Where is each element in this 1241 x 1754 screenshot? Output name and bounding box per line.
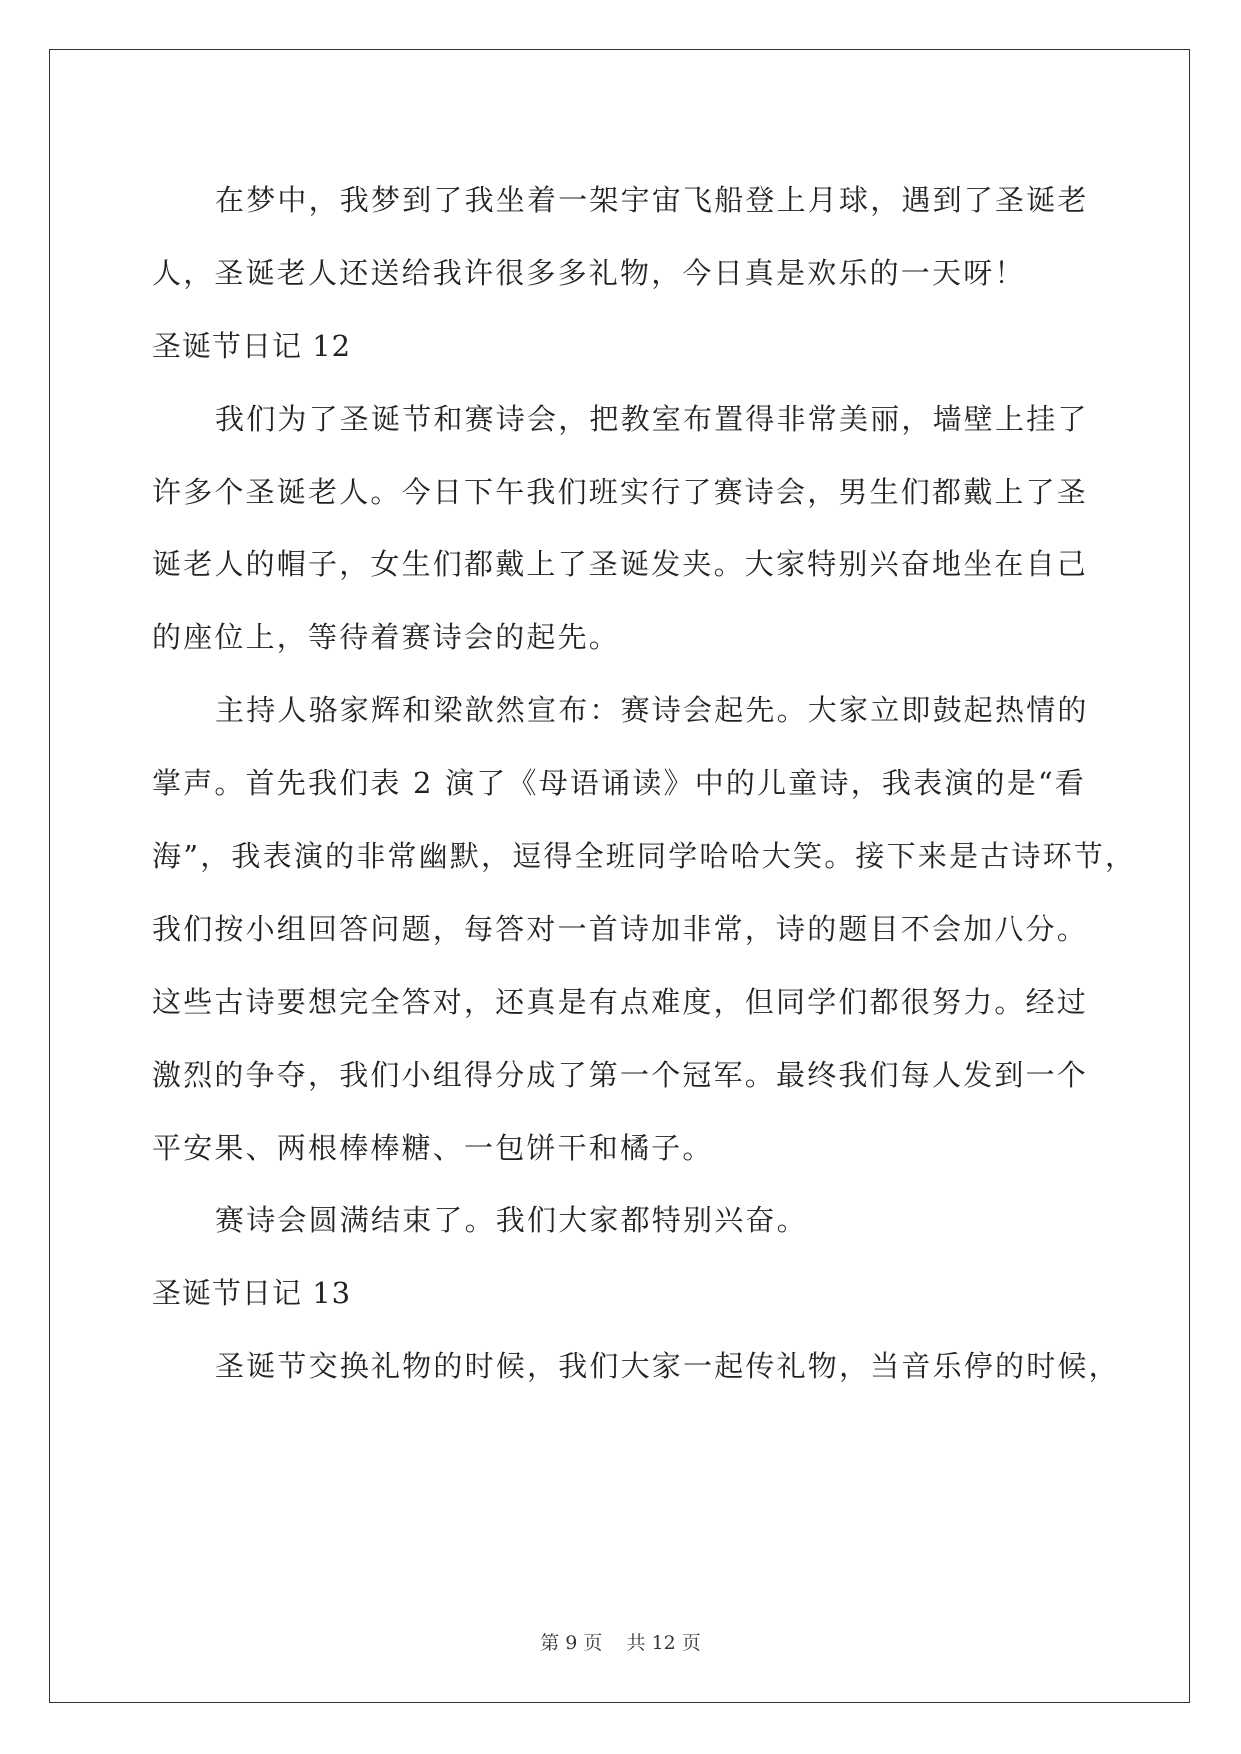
text-line: 激烈的争夺，我们小组得分成了第一个冠军。最终我们每人发到一个 [152, 1057, 1089, 1092]
text-line: 平安果、两根棒棒糖、一包饼干和橘子。 [152, 1130, 714, 1165]
text-line: 我们按小组回答问题，每答对一首诗加非常，诗的题目不会加八分。 [152, 911, 1089, 946]
text-line: 人，圣诞老人还送给我许很多多礼物，今日真是欢乐的一天呀！ [152, 255, 1026, 290]
text-line: 这些古诗要想完全答对，还真是有点难度，但同学们都很努力。经过 [152, 984, 1089, 1019]
text-line: 许多个圣诞老人。今日下午我们班实行了赛诗会，男生们都戴上了圣 [152, 474, 1089, 509]
text-line: 在梦中，我梦到了我坐着一架宇宙飞船登上月球，遇到了圣诞老 [215, 183, 1089, 217]
text-line: 的座位上，等待着赛诗会的起先。 [152, 620, 621, 655]
section-heading: 圣诞节日记 13 [152, 1276, 352, 1311]
page-number-footer: 第 9 页 共 12 页 [540, 1632, 701, 1654]
text-line: 诞老人的帽子，女生们都戴上了圣诞发夹。大家特别兴奋地坐在自己 [152, 547, 1089, 582]
document-body [152, 164, 1137, 1403]
text-line: 主持人骆家辉和梁歆然宣布：赛诗会起先。大家立即鼓起热情的 [215, 693, 1089, 728]
section-heading: 圣诞节日记 12 [152, 328, 352, 363]
text-line: 圣诞节交换礼物的时候，我们大家一起传礼物，当音乐停的时候， [215, 1349, 1120, 1384]
text-line: 海”，我表演的非常幽默，逗得全班同学哈哈大笑。接下来是古诗环节， [152, 839, 1137, 874]
text-line: 赛诗会圆满结束了。我们大家都特别兴奋。 [215, 1203, 808, 1238]
text-line: 掌声。首先我们表 2 演了《母语诵读》中的儿童诗，我表演的是“看 [152, 766, 1087, 801]
text-line: 我们为了圣诞节和赛诗会，把教室布置得非常美丽，墙壁上挂了 [215, 401, 1089, 436]
